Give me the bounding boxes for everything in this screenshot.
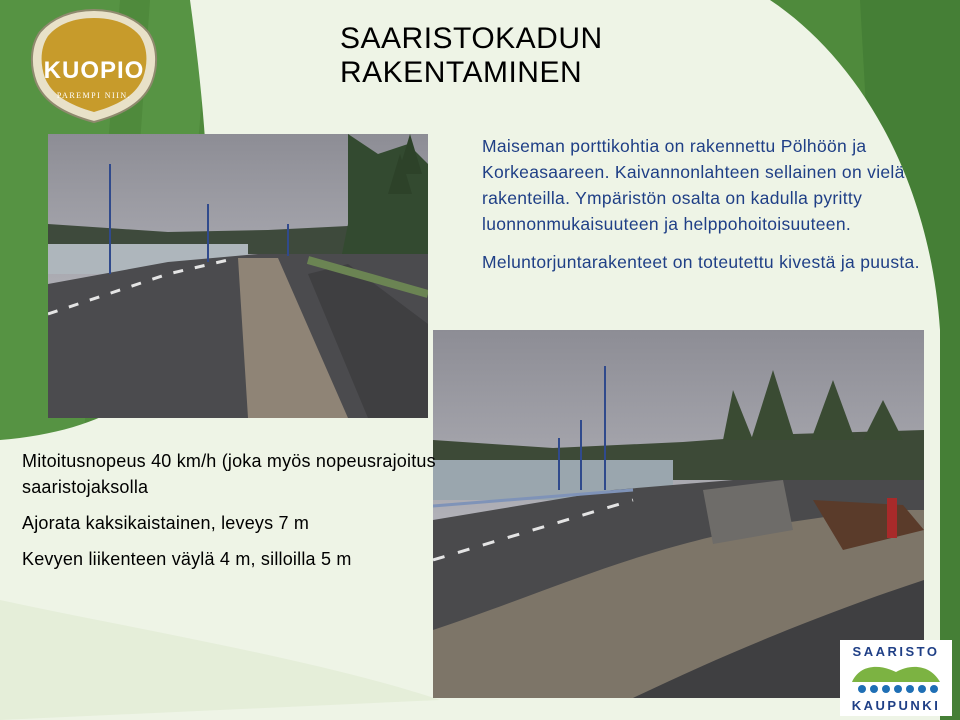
- spec-light-traffic-lane: Kevyen liikenteen väylä 4 m, silloilla 5 m: [22, 549, 352, 569]
- island-emblem-icon: [850, 662, 942, 696]
- brand-line-1: SAARISTO: [852, 644, 940, 659]
- slide-title: [340, 22, 700, 90]
- spec-design-speed: Mitoitusnopeus 40 km/h (joka myös nopeusrajoitus saaristojaksolla: [22, 451, 436, 497]
- logo-wordmark: KUOPIO: [43, 57, 145, 84]
- title-line-1: SAARISTOKADUN: [340, 22, 603, 55]
- description-paragraph-1: Maiseman porttikohtia on rakennettu Pölhöön ja Korkeasaareen. Kaivannonlahteen sellainen on vielä rakenteilla. Ympäristön osalta on kadulla pyritty luonnonmukaisuuteen ja helppohoitoisuuteen.: [482, 136, 905, 234]
- title-line-2: RAKENTAMINEN: [340, 56, 583, 89]
- spec-carriageway: Ajorata kaksikaistainen, leveys 7 m: [22, 513, 310, 533]
- description-text: [482, 133, 932, 287]
- logo-tagline: PAREMPI NIIN.: [56, 91, 132, 100]
- specs-text: [22, 448, 442, 582]
- description-paragraph-2: Meluntorjuntarakenteet on toteutettu kivestä ja puusta.: [482, 252, 920, 272]
- road-photo-1: [48, 134, 428, 418]
- brand-line-2: KAUPUNKI: [851, 698, 941, 713]
- saaristokaupunki-logo: [840, 640, 952, 716]
- kuopio-logo: [26, 6, 162, 126]
